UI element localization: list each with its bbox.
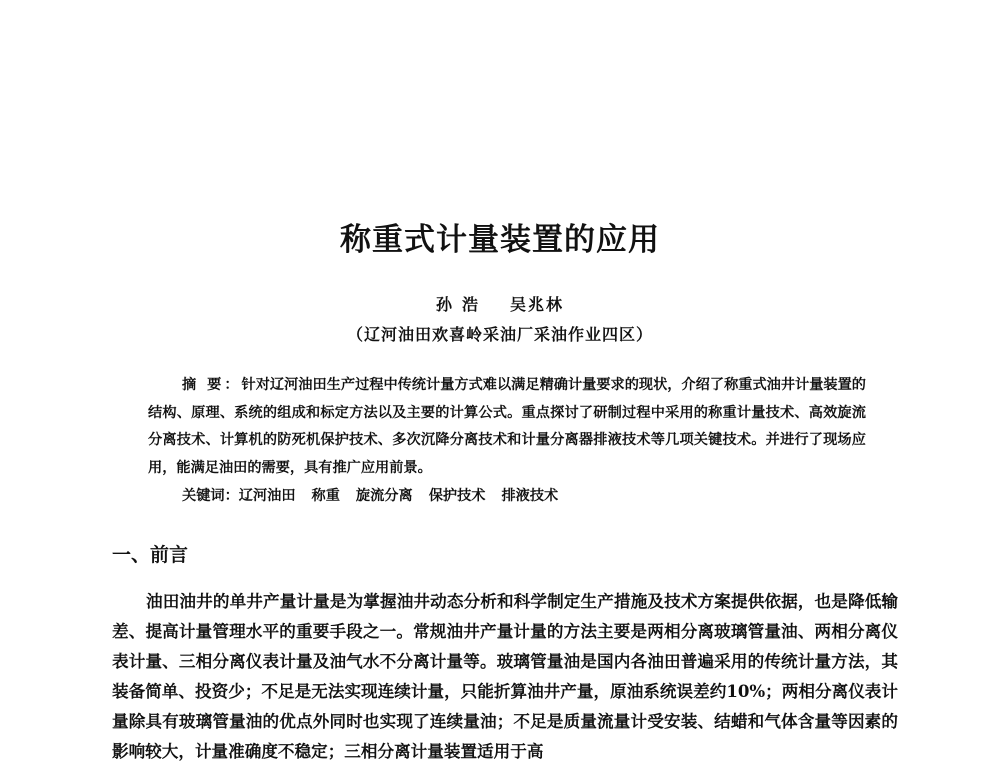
author-line xyxy=(0,292,1000,315)
keywords-label: 关键词： xyxy=(182,488,239,504)
section-heading: 一、前言 xyxy=(112,544,189,566)
paper-title: 称重式计量装置的应用 xyxy=(340,222,660,258)
author-name: 孙浩 xyxy=(435,295,488,314)
keywords-line xyxy=(182,483,574,510)
keyword-item: 保护技术 xyxy=(428,488,486,504)
keyword-item: 旋流分离 xyxy=(355,488,413,504)
keyword-item: 辽河油田 xyxy=(238,488,296,504)
section-body xyxy=(112,586,898,766)
abstract-label: 摘 要： xyxy=(182,377,242,393)
author-affiliation: （辽河油田欢喜岭采油厂采油作业四区） xyxy=(346,325,653,344)
author-name: 吴兆林 xyxy=(510,295,565,314)
keyword-item: 排液技术 xyxy=(501,488,559,504)
abstract-text: 针对辽河油田生产过程中传统计量方式难以满足精确计量要求的现状，介绍了称重式油井计量装置的结构、原理、系统的组成和标定方法以及主要的计算公式。重点探讨了研制过程中采用的称重计量技术、高效旋流分离技术、计算机的防死机保护技术、多次沉降分离技术和计量分离器排液技术等几项关键技术。并进行了现场应用，能满足油田的需要，具有推广应用前景。 xyxy=(148,377,866,476)
abstract-block xyxy=(148,372,866,482)
keyword-item: 称重 xyxy=(311,488,340,504)
body-paragraph: 油田油井的单井产量计量是为掌握油井动态分析和科学制定生产措施及技术方案提供依据，也是降低输差、提高计量管理水平的重要手段之一。常规油井产量计量的方法主要是两相分离玻璃管量油、两相分离仪表计量、三相分离仪表计量及油气水不分离计量等。玻璃管量油是国内各油田普遍采用的传统计量方法，其装备简单、投资少；不足是无法实现连续计量，只能折算油井产量，原油系统误差约10%；两相分离仪表计量除具有玻璃管量油的优点外同时也实现了连续量油；不足是质量流量计受安装、结蜡和气体含量等因素的影响较大，计量准确度不稳定；三相分离计量装置适用于高 xyxy=(112,591,898,761)
